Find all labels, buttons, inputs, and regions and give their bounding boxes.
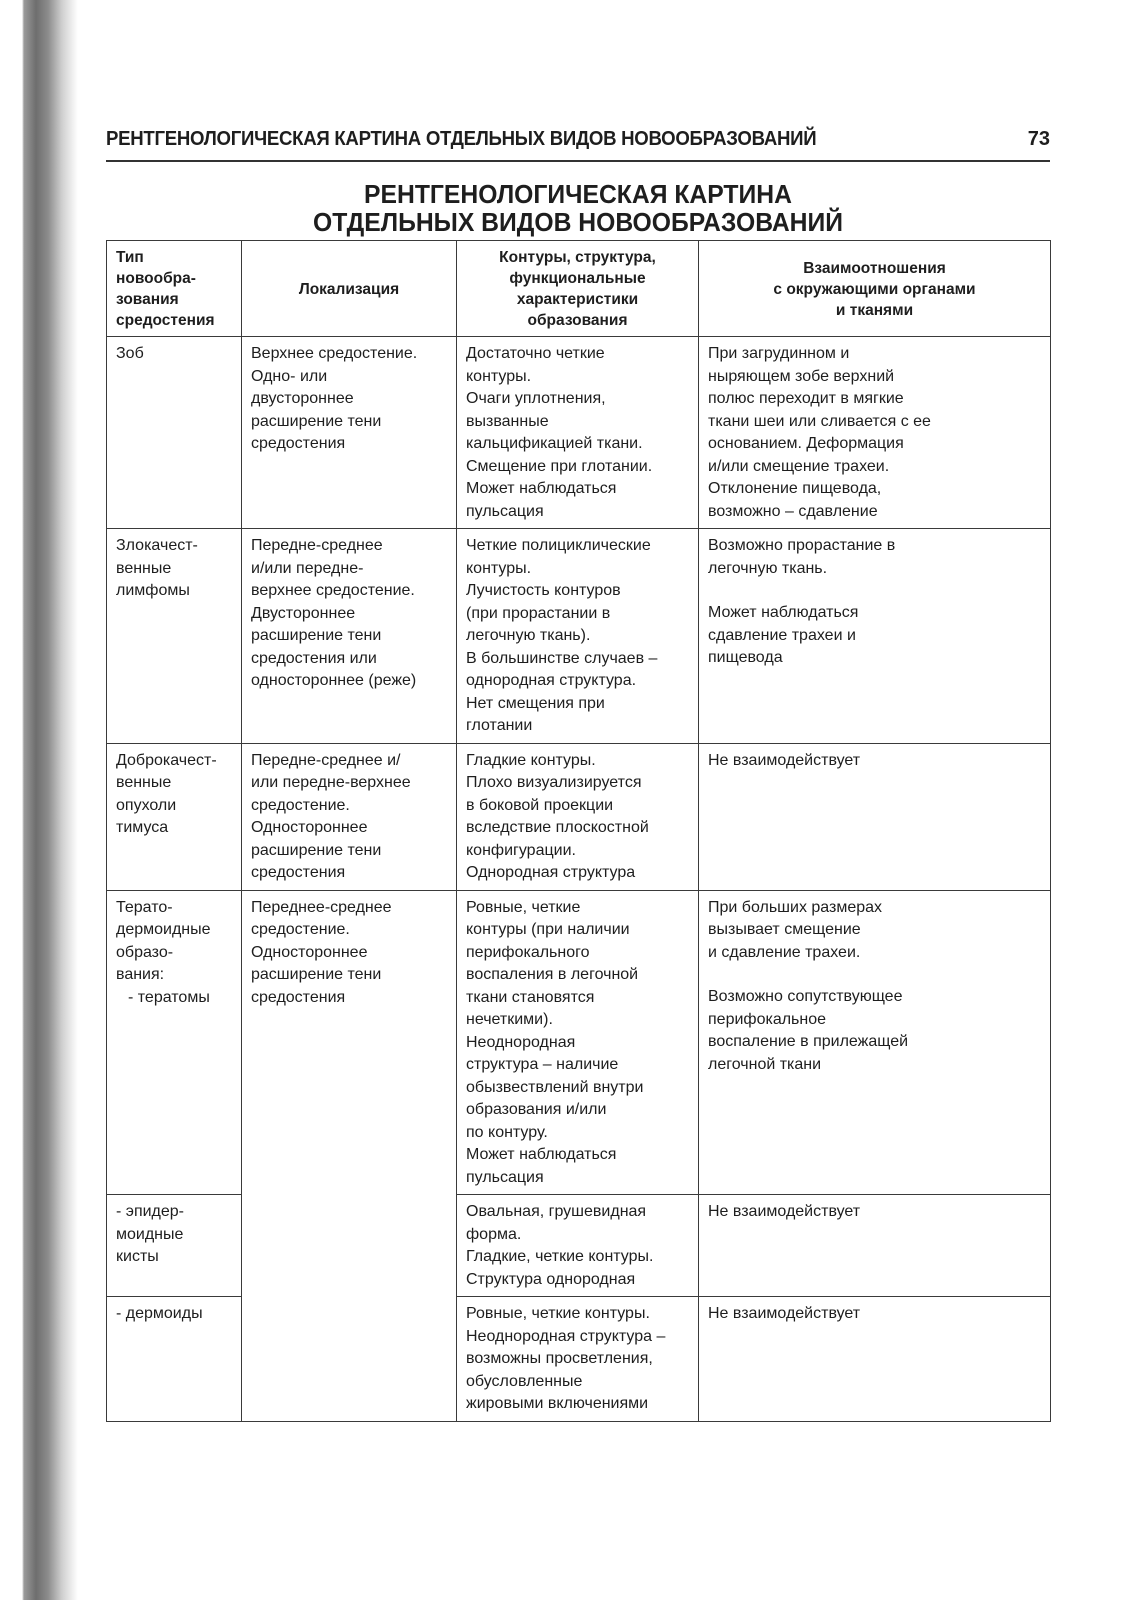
text-line: верхнее средостение. — [251, 582, 415, 599]
cell-type — [107, 743, 242, 890]
text-line: Неоднородная структура – — [466, 1327, 666, 1345]
text-line: контуры (при наличии — [466, 921, 630, 938]
text-line: Одностороннее — [251, 819, 368, 836]
text-line: кальцификацией ткани. — [466, 435, 643, 452]
header-location — [242, 241, 457, 337]
table-header-row — [107, 241, 1051, 337]
text-line: Локализация — [298, 280, 400, 298]
text-line: пульсация — [466, 502, 544, 520]
text-line: - эпидер- — [116, 1203, 184, 1220]
text-line: Двустороннее — [251, 604, 356, 622]
cell-relations — [699, 1195, 1051, 1297]
text-line: легочную ткань. — [708, 559, 828, 577]
text-line: легочной ткани — [708, 1055, 822, 1073]
text-line: контуры. — [466, 367, 532, 385]
text-line: Передне-среднее — [251, 537, 383, 554]
text-line: Неоднородная — [466, 1033, 576, 1051]
text-line: При загрудинном и — [708, 345, 850, 362]
text-line: Злокачест- — [116, 537, 198, 554]
text-line: перифокального — [466, 943, 590, 961]
text-line: Тип — [116, 249, 144, 266]
cell-contours — [457, 529, 699, 744]
text-line: Плохо визуализируется — [466, 774, 642, 791]
text-line: Возможно сопутствующее — [708, 988, 903, 1005]
cell-contours — [457, 743, 699, 890]
relations-paragraph-2 — [708, 986, 1041, 1076]
text-line: ткани шеи или сливается с ее — [708, 412, 931, 430]
text-line: Отклонение пищевода, — [708, 480, 882, 497]
text-line: При больших размерах — [708, 898, 883, 916]
text-line: конфигурации. — [466, 841, 576, 859]
text-line: и/или смещение трахеи. — [708, 457, 890, 475]
text-line: вследствие плоскостной — [466, 819, 649, 836]
text-line: расширение тени — [251, 627, 382, 644]
neoplasm-table — [106, 240, 1051, 1422]
text-line: Смещение при глотании. — [466, 457, 653, 475]
relations-paragraph-2 — [708, 602, 1041, 670]
text-line: Не взаимодействует — [708, 751, 861, 769]
text-line: структура – наличие — [466, 1056, 619, 1073]
text-line: средостение. — [251, 796, 350, 814]
text-line: или передне-верхнее — [251, 774, 411, 791]
text-line: Не взаимодействует — [708, 1203, 861, 1220]
text-line: вызванные — [466, 412, 549, 430]
cell-relations — [699, 529, 1051, 744]
text-line: полюс переходит в мягкие — [708, 390, 904, 407]
text-line: расширение тени — [251, 841, 382, 859]
text-line: функциональные — [509, 270, 646, 287]
text-line: Гладкие, четкие контуры. — [466, 1248, 654, 1265]
header-contours — [457, 241, 699, 337]
text-line: контуры. — [466, 559, 532, 577]
text-line: форма. — [466, 1225, 522, 1243]
table-row-teratodermoid — [107, 890, 1051, 1195]
text-line: Лучистость контуров — [466, 582, 621, 599]
text-line: и тканями — [835, 301, 914, 319]
text-line: Четкие полициклические — [466, 537, 651, 554]
page-number: 73 — [1027, 128, 1050, 150]
relations-paragraph-1 — [708, 535, 1041, 580]
text-line: Не взаимодействует — [708, 1305, 861, 1322]
text-line: Возможно прорастание в — [708, 537, 896, 554]
text-line: глотании — [466, 717, 533, 734]
text-line: вания: — [116, 966, 165, 983]
text-line: ныряющем зобе верхний — [708, 367, 895, 385]
cell-contours — [457, 1297, 699, 1422]
running-head-title: РЕНТГЕНОЛОГИЧЕСКАЯ КАРТИНА ОТДЕЛЬНЫХ ВИДОВ НОВООБРАЗОВАНИЙ — [106, 128, 817, 150]
text-line: средостения — [251, 988, 346, 1006]
text-line: легочную ткань). — [466, 627, 591, 644]
text-line: Может наблюдаться — [466, 1146, 617, 1163]
text-line: Может наблюдаться — [708, 604, 859, 621]
text-line: Переднее-среднее — [251, 898, 392, 916]
text-line: пищевода — [708, 649, 783, 666]
text-line: венные — [116, 559, 172, 577]
text-line: Гладкие контуры. — [466, 751, 596, 769]
cell-type — [107, 529, 242, 744]
text-line: Одно- или — [251, 367, 328, 385]
text-line: образования и/или — [466, 1101, 607, 1118]
text-line: Доброкачест- — [116, 751, 217, 769]
relations-paragraph-1 — [708, 897, 1041, 965]
cell-contours — [457, 890, 699, 1195]
text-line: зования — [116, 291, 179, 308]
text-line: жировыми включениями — [466, 1395, 649, 1412]
text-line: в боковой проекции — [466, 796, 614, 814]
text-line: обусловленные — [466, 1372, 583, 1390]
text-line: воспаления в легочной — [466, 966, 639, 983]
text-line: обызвествлений внутри — [466, 1078, 644, 1096]
text-line: двустороннее — [251, 390, 354, 407]
cell-location — [242, 337, 457, 529]
text-line: и сдавление трахеи. — [708, 943, 861, 961]
text-line: по контуру. — [466, 1123, 548, 1141]
text-line: характеристики — [516, 291, 639, 308]
text-line: расширение тени — [251, 412, 382, 430]
table-row-goiter — [107, 337, 1051, 529]
header-relations — [699, 241, 1051, 337]
cell-type — [107, 337, 242, 529]
header-type — [107, 241, 242, 337]
text-line: Овальная, грушевидная — [466, 1203, 647, 1220]
text-line: Терато- — [116, 898, 173, 916]
book-spine-shadow — [0, 0, 78, 1600]
text-line: воспаление в прилежащей — [708, 1033, 909, 1050]
text-line: В большинстве случаев – — [466, 649, 658, 667]
cell-location — [242, 890, 457, 1421]
text-line: Одностороннее — [251, 943, 368, 961]
text-line: сдавление трахеи и — [708, 626, 856, 644]
text-line: Зоб — [116, 345, 144, 362]
cell-type — [107, 890, 242, 1195]
text-line: кисты — [116, 1248, 159, 1265]
text-line: одностороннее (реже) — [251, 672, 417, 689]
text-line: (при прорастании в — [466, 604, 611, 622]
text-line: основанием. Деформация — [708, 435, 904, 452]
cell-relations — [699, 337, 1051, 529]
text-line: - дермоиды — [116, 1305, 203, 1322]
cell-relations — [699, 890, 1051, 1195]
text-line: Нет смещения при — [466, 694, 605, 712]
book-page — [78, 0, 1100, 1600]
text-line: однородная структура. — [466, 672, 637, 689]
text-line: Взаимоотношения — [803, 259, 946, 277]
text-line: образо- — [116, 943, 174, 961]
text-line: моидные — [116, 1225, 184, 1243]
text-line: тимуса — [116, 819, 169, 836]
table-row-thymus — [107, 743, 1051, 890]
text-line: средостения — [116, 312, 215, 329]
text-line: перифокальное — [708, 1010, 827, 1028]
text-line: лимфомы — [116, 582, 190, 599]
cell-relations — [699, 743, 1051, 890]
text-line: и/или передне- — [251, 559, 364, 577]
cell-contours — [457, 337, 699, 529]
page-title-line-2: ОТДЕЛЬНЫХ ВИДОВ НОВООБРАЗОВАНИЙ — [312, 207, 844, 237]
text-line: с окружающими органами — [773, 280, 976, 298]
text-line: вызывает смещение — [708, 921, 861, 938]
text-line: дермоидные — [116, 921, 211, 938]
text-line: Верхнее средостение. — [251, 345, 418, 362]
text-line: образования — [527, 312, 628, 329]
cell-type — [107, 1195, 242, 1297]
text-line: Однородная структура — [466, 864, 636, 881]
text-line: Передне-среднее и/ — [251, 751, 401, 769]
text-line: Контуры, структура, — [499, 249, 656, 266]
text-line: Структура однородная — [466, 1270, 636, 1288]
text-line: возможны просветления, — [466, 1350, 653, 1367]
text-line: пульсация — [466, 1168, 544, 1186]
text-line: новообра- — [116, 270, 196, 287]
type-label — [116, 897, 232, 987]
text-line: расширение тени — [251, 966, 382, 983]
text-line: нечеткими). — [466, 1011, 553, 1028]
text-line: ткани становятся — [466, 988, 595, 1006]
text-line: возможно – сдавление — [708, 502, 878, 520]
text-line: Ровные, четкие — [466, 898, 581, 916]
page-title-line-1: РЕНТГЕНОЛОГИЧЕСКАЯ КАРТИНА — [364, 179, 792, 209]
text-line: средостения или — [251, 649, 377, 667]
page-title — [130, 180, 1027, 236]
text-line: Очаги уплотнения, — [466, 390, 606, 407]
text-line: опухоли — [116, 796, 177, 814]
cell-type — [107, 1297, 242, 1422]
cell-location — [242, 529, 457, 744]
text-line: средостения — [251, 864, 346, 881]
text-line: средостение. — [251, 921, 350, 938]
subtype-label: - тератомы — [128, 988, 210, 1006]
text-line: Ровные, четкие контуры. — [466, 1305, 650, 1322]
text-line: средостения — [251, 435, 346, 452]
text-line: Может наблюдаться — [466, 480, 617, 497]
text-line: Достаточно четкие — [466, 345, 605, 362]
cell-relations — [699, 1297, 1051, 1422]
text-line: венные — [116, 774, 172, 791]
cell-contours — [457, 1195, 699, 1297]
running-head — [106, 126, 1050, 162]
cell-location — [242, 743, 457, 890]
table-row-lymphoma — [107, 529, 1051, 744]
